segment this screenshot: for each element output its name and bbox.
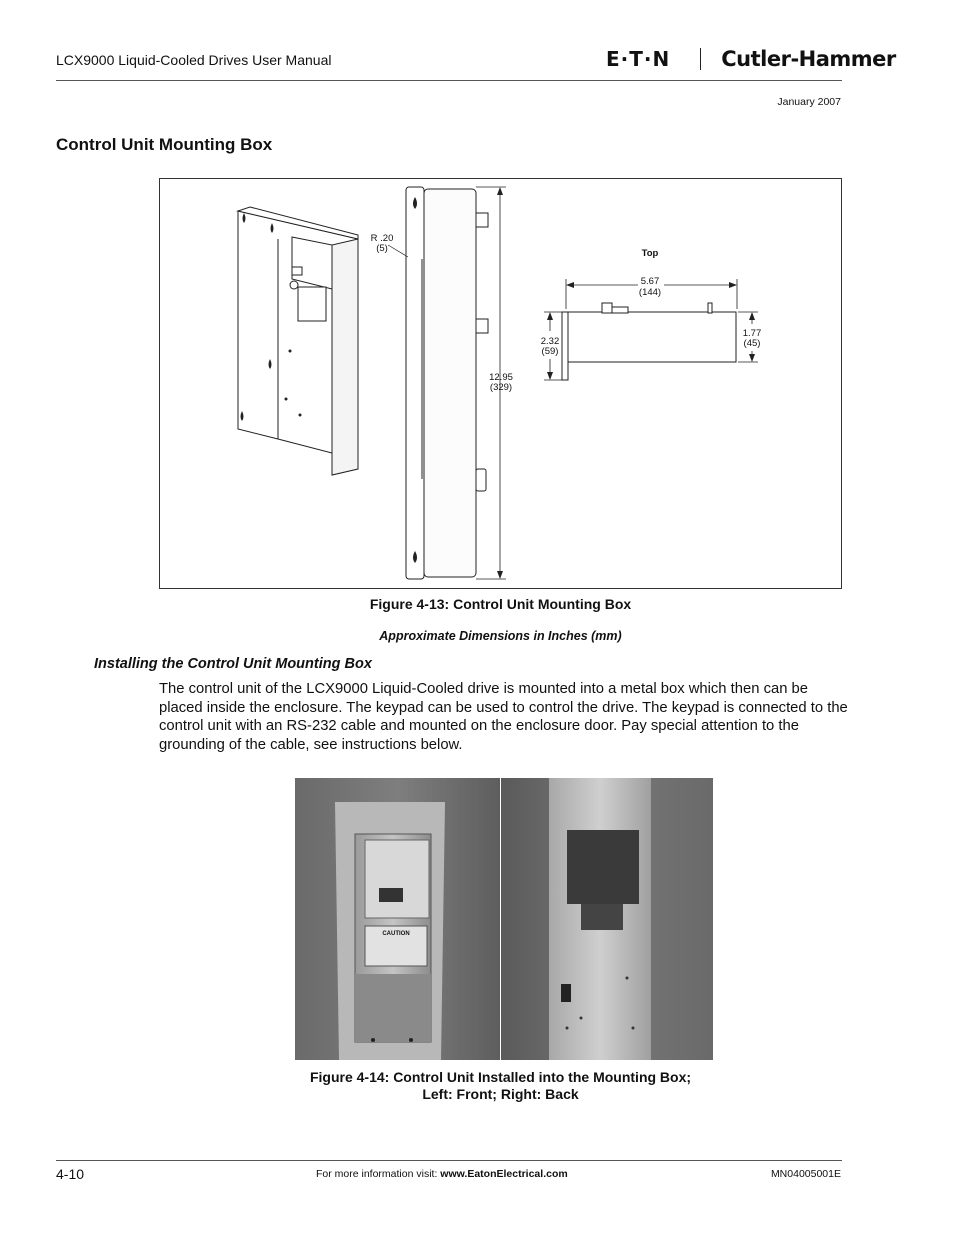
dim-depth-left-mm: (59) (541, 346, 559, 357)
brand-logo (606, 47, 896, 71)
mounted-unit-back (567, 830, 639, 904)
figure-4-13-caption: Figure 4-13: Control Unit Mounting Box (369, 596, 632, 612)
mounting-box-technical-drawing (160, 179, 841, 588)
body-paragraph: The control unit of the LCX9000 Liquid-Cooled drive is mounted into a metal box which then can be placed inside the enclosure. The keypad can be used to control the drive. The keypad is connected to the control unit with an RS-232 cable and mounted on the enclosure door. Pay special attention to the grounding of the cable, see instructions below. (159, 681, 848, 753)
dim-width-value: 5.67 (640, 276, 660, 287)
side-view-flange (406, 187, 424, 579)
box-cutout (298, 287, 326, 321)
dim-height-value: 12.95 (489, 372, 513, 383)
dim-height-mm: (329) (489, 382, 513, 393)
side-tab-2 (476, 319, 488, 333)
side-tab-1 (476, 213, 488, 227)
page-number: 4-10 (56, 1166, 85, 1182)
box-screw (290, 281, 298, 289)
top-tab-1 (602, 303, 612, 313)
dimensions-note: Approximate Dimensions in Inches (mm) (379, 629, 622, 643)
brand-divider (700, 48, 701, 70)
unit-top-panel (365, 840, 429, 918)
top-view-body (566, 312, 736, 362)
figure-mounting-box-drawing (159, 178, 842, 589)
rs232-port (379, 888, 403, 902)
figure-4-14-caption (159, 1069, 842, 1103)
box-tab (292, 267, 302, 275)
dim-width-mm: (144) (638, 287, 662, 298)
header-rule (56, 80, 842, 81)
dim-depth-right-mm: (45) (743, 338, 761, 349)
manual-title: LCX9000 Liquid-Cooled Drives User Manual (56, 52, 332, 68)
document-date: January 2007 (777, 96, 841, 108)
figure-4-14-caption-line2: Left: Front; Right: Back (422, 1086, 579, 1102)
dim-depth-left-value: 2.32 (540, 336, 560, 347)
figure-4-14-caption-line1: Figure 4-14: Control Unit Installed into the Mounting Box; (309, 1069, 692, 1085)
box-side-wall (332, 239, 358, 475)
footer-website-link[interactable]: www.EatonElectrical.com (440, 1168, 568, 1180)
top-view-flange (562, 312, 568, 380)
unit-lower-cover (355, 974, 431, 1042)
side-handle (476, 469, 486, 491)
caution-text: CAUTION (382, 931, 410, 937)
photo-back-view (501, 778, 713, 1060)
dim-radius-value: R .20 (370, 233, 394, 244)
dim-depth-right-value: 1.77 (742, 328, 762, 339)
back-slot (561, 984, 571, 1002)
eaton-logo: E·T·N (606, 47, 671, 71)
subsection-title: Installing the Control Unit Mounting Box (94, 656, 372, 672)
top-view-label: Top (641, 248, 659, 259)
side-view-body (424, 189, 476, 577)
cutler-hammer-logo: Cutler-Hammer (721, 47, 896, 71)
document-number: MN04005001E (770, 1168, 841, 1180)
footer-rule (56, 1160, 842, 1161)
photo-front-view (295, 778, 500, 1060)
footer-info (316, 1168, 568, 1180)
footer-info-prefix: For more information visit: (316, 1168, 441, 1180)
section-title: Control Unit Mounting Box (56, 135, 273, 154)
dim-radius-mm: (5) (376, 243, 388, 254)
